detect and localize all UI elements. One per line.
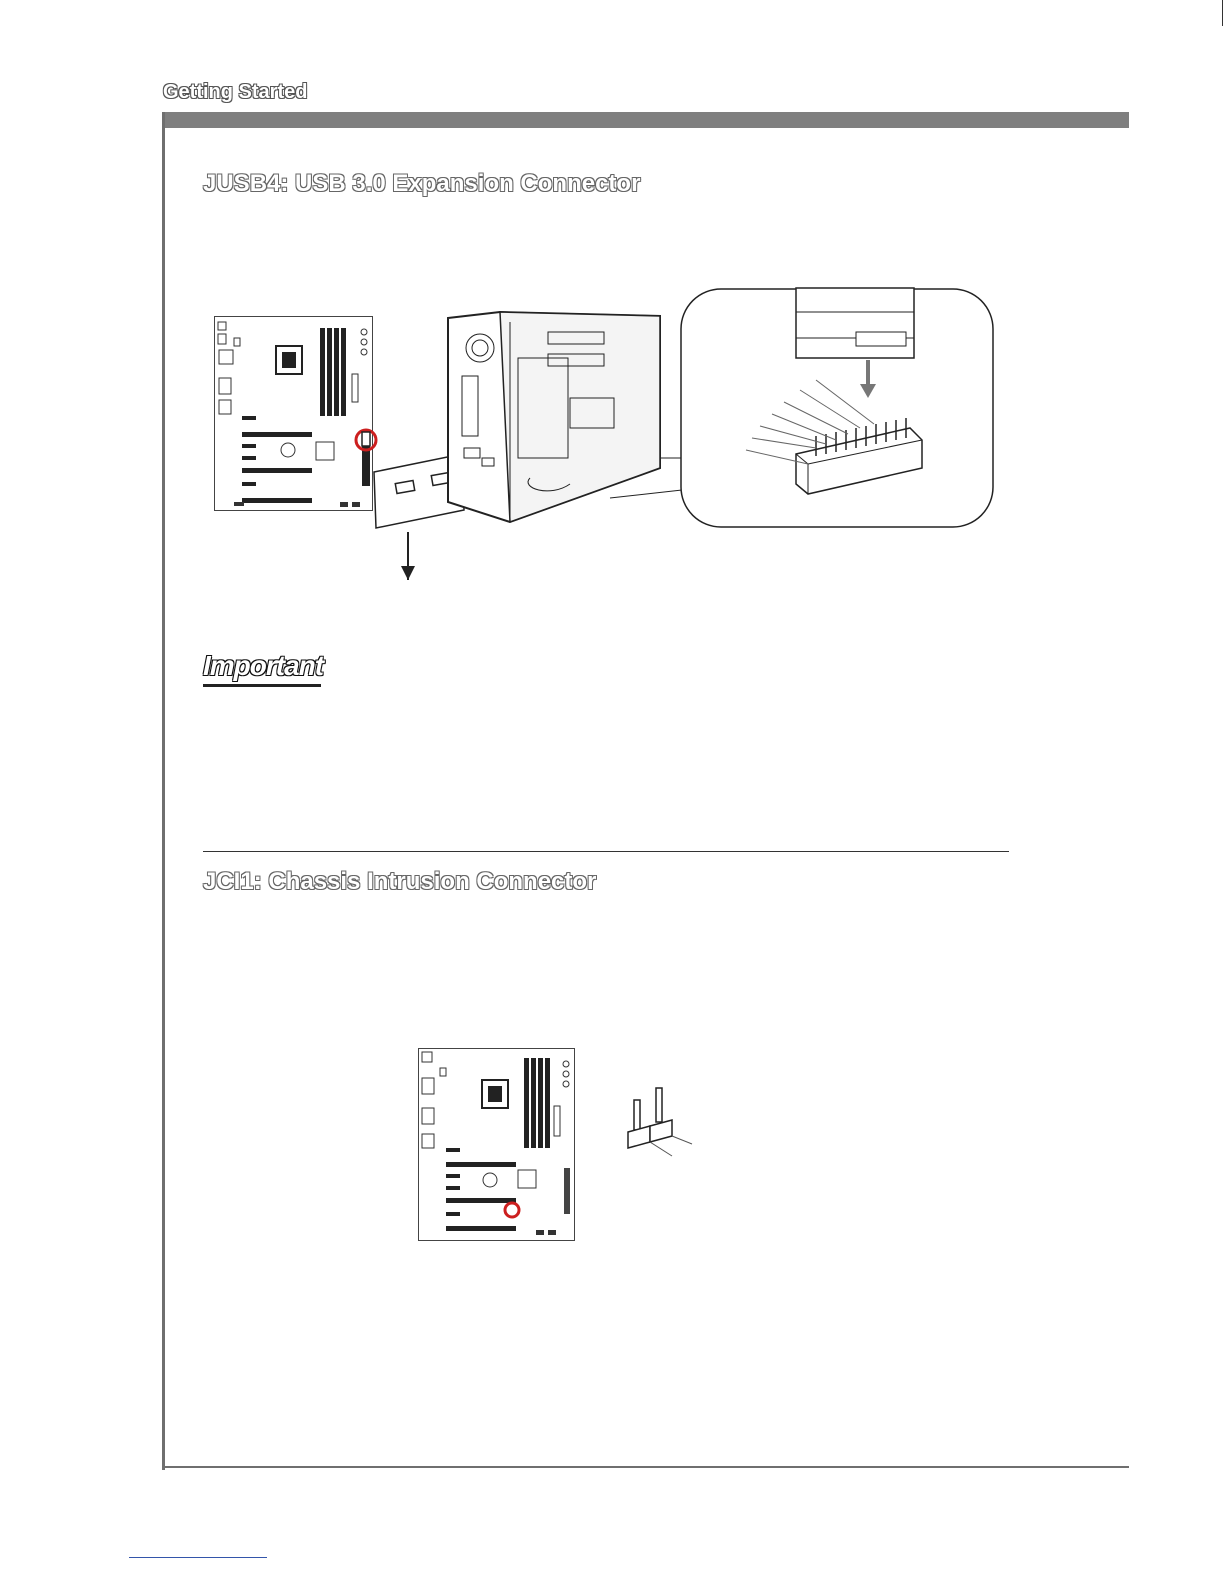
pc-case-illustration (440, 308, 700, 528)
footer-link-underline (129, 1557, 267, 1558)
motherboard-diagram-jci1 (418, 1048, 576, 1242)
page-bottom-rule (162, 1466, 1129, 1468)
header-bar (163, 112, 1129, 128)
crop-mark (1222, 0, 1223, 26)
section-title-jci1: JCI1: Chassis Intrusion Connector (203, 868, 597, 895)
important-heading: Important (203, 650, 324, 681)
section-divider (203, 851, 1009, 852)
connector-callout (680, 288, 996, 530)
page-left-rule (162, 112, 165, 1470)
two-pin-header-illustration (626, 1086, 706, 1162)
running-header: Getting Started (163, 81, 308, 103)
motherboard-diagram-jusb4 (214, 316, 374, 512)
arrow-down-icon (398, 532, 418, 582)
important-underline (203, 684, 321, 687)
section-title-jusb4: JUSB4: USB 3.0 Expansion Connector (203, 170, 641, 197)
